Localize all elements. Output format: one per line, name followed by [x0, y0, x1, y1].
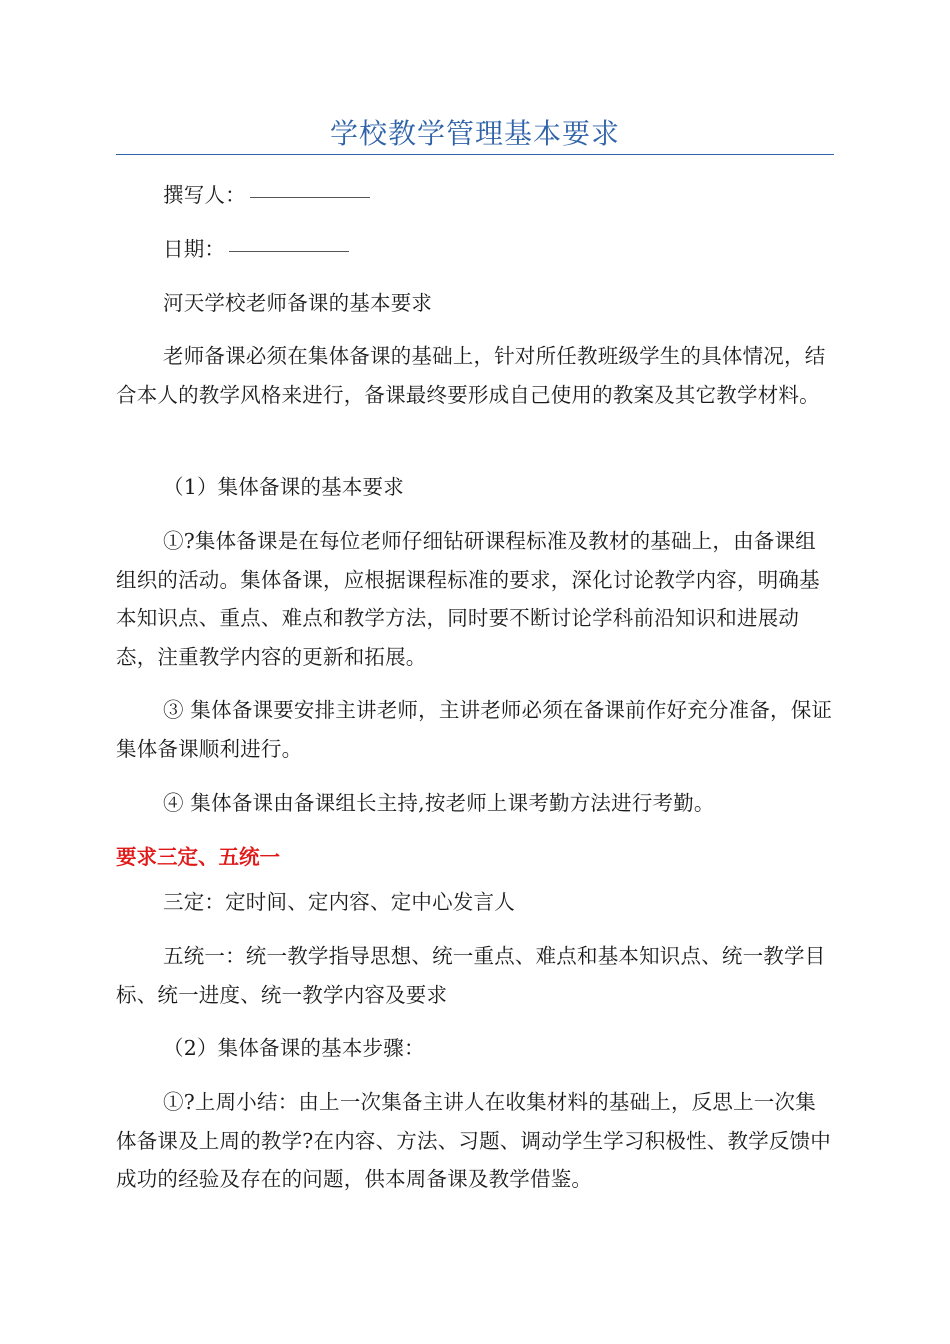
- author-line: [116, 176, 834, 215]
- document-title: 学校教学管理基本要求: [329, 117, 620, 150]
- paragraph-7: ①?上周小结：由上一次集备主讲人在收集材料的基础上，反思上一次集体备课及上周的教学?在内容、方法、习题、调动学生学习积极性、教学反馈中成功的经验及存在的问题，供本周备课及教学借鉴。: [116, 1090, 831, 1191]
- date-blank: [229, 250, 349, 252]
- author-blank: [250, 196, 370, 198]
- paragraph-1: 老师备课必须在集体备课的基础上，针对所任教班级学生的具体情况，结合本人的教学风格来进行，备课最终要形成自己使用的教案及其它教学材料。: [116, 344, 826, 407]
- paragraph-6: 五统一：统一教学指导思想、统一重点、难点和基本知识点、统一教学目标、统一进度、统一教学内容及要求: [116, 944, 826, 1007]
- date-label: 日期：: [163, 237, 226, 261]
- paragraph-5: 三定：定时间、定内容、定中心发言人: [163, 890, 515, 914]
- date-line: [116, 230, 834, 269]
- paragraph-4: ④ 集体备课由备课组长主持,按老师上课考勤方法进行考勤。: [163, 791, 715, 815]
- section-heading-1: （1）集体备课的基本要求: [163, 475, 404, 499]
- title-underline: [116, 154, 834, 155]
- red-heading: 要求三定、五统一: [116, 845, 280, 869]
- paragraph-2: ①?集体备课是在每位老师仔细钻研课程标准及教材的基础上，由备课组组织的活动。集体备课，应根据课程标准的要求，深化讨论教学内容，明确基本知识点、重点、难点和教学方法，同时要不断讨论学科前沿知识和进展动态，注重教学内容的更新和拓展。: [116, 529, 820, 669]
- author-label: 撰写人：: [163, 183, 246, 207]
- paragraph-3: ③ 集体备课要安排主讲老师，主讲老师必须在备课前作好充分准备，保证集体备课顺利进行。: [116, 698, 833, 761]
- intro-paragraph: 河天学校老师备课的基本要求: [163, 291, 433, 315]
- section-heading-2: （2）集体备课的基本步骤：: [163, 1036, 425, 1060]
